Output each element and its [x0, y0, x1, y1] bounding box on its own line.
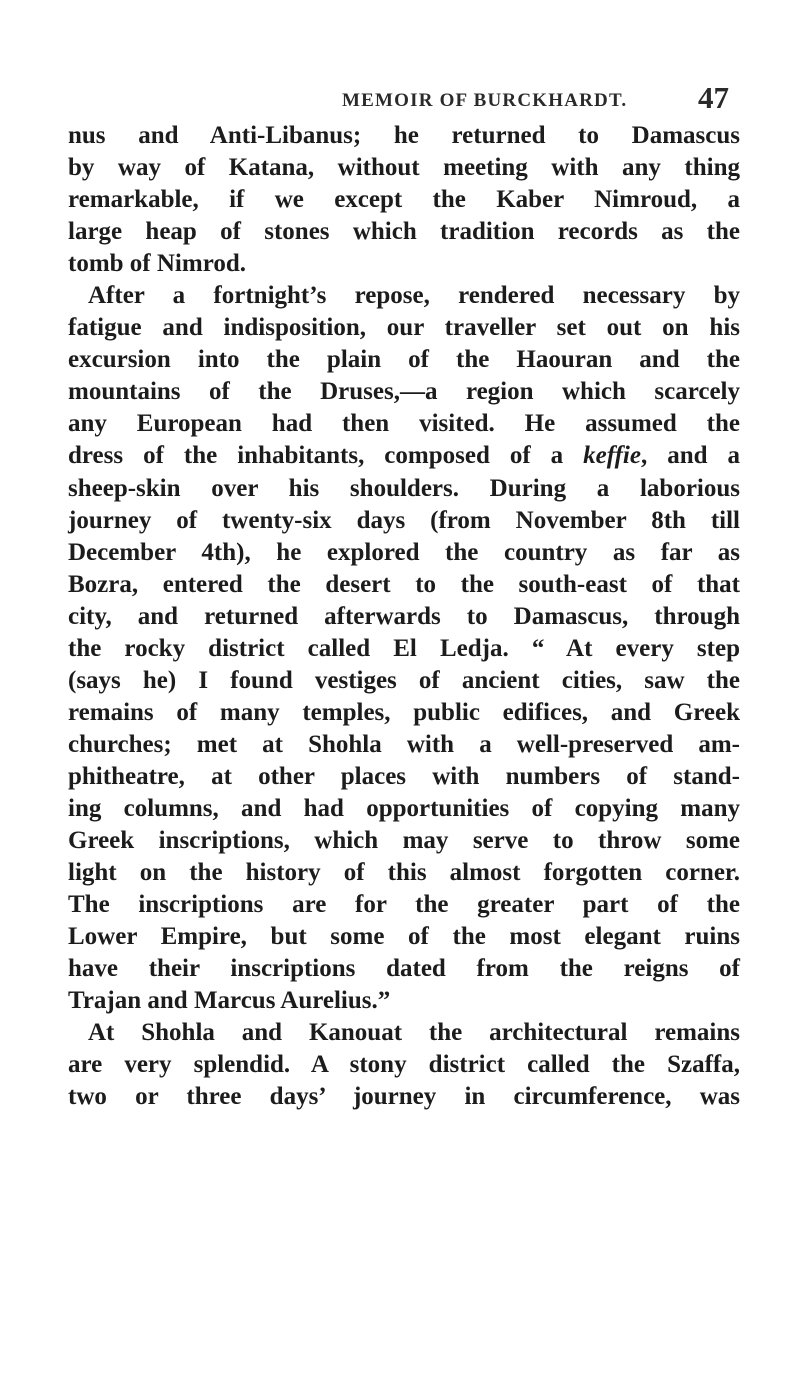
- text-line: are very splendid. A stony district called the Szaffa,: [68, 1051, 740, 1079]
- text-line: Trajan and Marcus Aurelius.”: [68, 987, 391, 1015]
- text-line: fatigue and indisposition, our traveller set out on his: [68, 314, 740, 342]
- text-line: journey of twenty-six days (from November 8th till: [68, 506, 740, 534]
- text-line: have their inscriptions dated from the reigns of: [68, 955, 740, 983]
- text-line: ing columns, and had opportunities of copying many: [68, 794, 740, 822]
- text-line: dress of the inhabitants, composed of a keffie, and a: [68, 442, 740, 470]
- text-line: excursion into the plain of the Haouran and the: [68, 346, 740, 374]
- page-number: 47: [698, 80, 729, 115]
- italic-term: keffie: [583, 442, 641, 470]
- text-line: remains of many temples, public edifices, and Greek: [68, 698, 740, 726]
- body-text: [68, 120, 740, 1113]
- text-line: churches; met at Shohla with a well-preserved am-: [68, 730, 740, 758]
- text-line: tomb of Nimrod.: [68, 250, 247, 278]
- running-head: [68, 80, 740, 120]
- text-line: Lower Empire, but some of the most elegant ruins: [68, 923, 740, 951]
- text-line: light on the history of this almost forgotten corner.: [68, 859, 740, 887]
- text-line: nus and Anti-Libanus; he returned to Damascus: [68, 122, 740, 149]
- text-line: Greek inscriptions, which may serve to throw some: [68, 827, 740, 855]
- text-line: At Shohla and Kanouat the architectural remains: [88, 1019, 740, 1047]
- text-line: December 4th), he explored the country as far as: [68, 538, 740, 566]
- running-title: MEMOIR OF BURCKHARDT.: [342, 90, 628, 111]
- text-line: the rocky district called El Ledja. “ At every step: [68, 634, 740, 662]
- text-line: large heap of stones which tradition records as the: [68, 218, 740, 246]
- text-line: After a fortnight’s repose, rendered necessary by: [88, 282, 740, 310]
- text-line: The inscriptions are for the greater part of the: [68, 891, 740, 919]
- text-line: (says he) I found vestiges of ancient cities, saw the: [68, 666, 740, 694]
- text-line: Bozra, entered the desert to the south-east of that: [68, 570, 740, 598]
- text-line: mountains of the Druses,—a region which scarcely: [68, 378, 740, 406]
- text-line: sheep-skin over his shoulders. During a laborious: [68, 474, 740, 502]
- text-line: any European had then visited. He assumed the: [68, 410, 740, 438]
- text-line: remarkable, if we except the Kaber Nimroud, a: [68, 186, 740, 214]
- text-line: two or three days’ journey in circumference, was: [68, 1083, 740, 1111]
- text-line: by way of Katana, without meeting with any thing: [68, 154, 740, 182]
- text-line: city, and returned afterwards to Damascus, through: [68, 602, 740, 630]
- text-line: phitheatre, at other places with numbers of stand-: [68, 762, 740, 790]
